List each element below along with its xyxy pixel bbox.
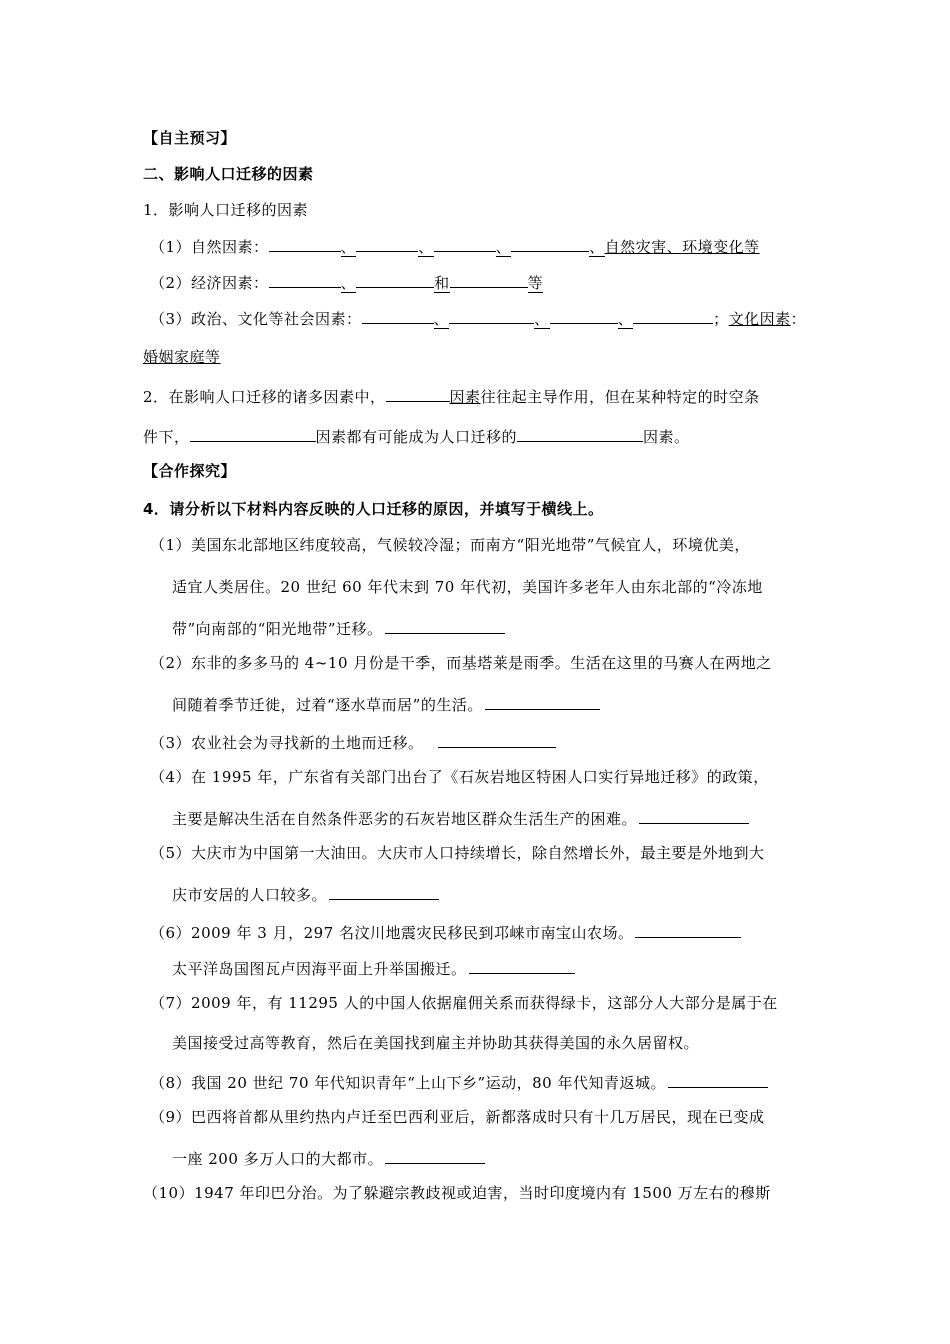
answer-blank[interactable] (386, 385, 450, 402)
answer-blank[interactable] (450, 271, 528, 288)
sep: 、 (340, 238, 357, 256)
q4-item-3-line-1 (150, 731, 556, 753)
sep: 、 (340, 274, 357, 292)
q4-item-9-line-1: （9）巴西将首都从里约热内卢迁至巴西利亚后，新都落成时只有十几万居民，现在已变成 (150, 1108, 765, 1126)
q2-factor: 因素 (449, 388, 481, 406)
sep: 、 (589, 238, 605, 256)
q4-item-4-line-2 (172, 807, 749, 829)
answer-blank[interactable] (449, 307, 534, 324)
q4-item-1-line-1: （1）美国东北部地区纬度较高，气候较冷湿；而南方“阳光地带”气候宜人，环境优美， (150, 536, 750, 554)
answer-blank[interactable] (190, 425, 316, 442)
sep: 、 (617, 310, 634, 328)
sep: 、 (433, 310, 450, 328)
q4-item-2-line-2 (172, 693, 600, 715)
q2-a: 2．在影响人口迁移的诸多因素中， (143, 388, 386, 406)
q2-b: 往往起主导作用，但在某种特定的时空条 (480, 388, 760, 406)
answer-blank[interactable] (633, 307, 713, 324)
q4-item-5-text: 庆市安居的人口较多。 (172, 886, 328, 904)
sep: 、 (534, 310, 550, 328)
q1-1-label: （1）自然因素： (150, 238, 269, 256)
q4-item-10-line-1: （10）1947 年印巴分治。为了躲避宗教歧视或迫害，当时印度境内有 1500 万左右的穆斯 (143, 1184, 771, 1202)
answer-blank[interactable] (511, 235, 589, 252)
q4-item-7-line-2: 美国接受过高等教育，然后在美国找到雇主并协助其获得美国的永久居留权。 (172, 1034, 700, 1052)
q4-item-6-line-1 (150, 921, 741, 943)
q1-1-tail: 自然灾害、环境变化等 (604, 238, 760, 256)
q4-item-9-text: 一座 200 多万人口的大都市。 (172, 1150, 384, 1168)
answer-blank[interactable] (434, 235, 496, 252)
q4-item-5-line-2 (172, 883, 439, 905)
q2-c: 件下， (143, 428, 190, 446)
q4-item-8-line-1 (150, 1071, 768, 1093)
answer-blank[interactable] (485, 693, 600, 710)
answer-blank[interactable] (517, 425, 643, 442)
q4-item-7-line-1: （7）2009 年，有 11295 人的中国人依据雇佣关系而获得绿卡，这部分人大部分是属于在 (150, 994, 778, 1012)
answer-blank[interactable] (385, 617, 505, 634)
q1-title: 1．影响人口迁移的因素 (143, 201, 309, 219)
answer-blank[interactable] (356, 235, 418, 252)
answer-blank[interactable] (269, 235, 341, 252)
q4-item-5-line-1: （5）大庆市为中国第一大油田。大庆市人口持续增长，除自然增长外，最主要是外地到大 (150, 844, 765, 862)
sep-semicolon: ； (713, 310, 729, 328)
answer-blank[interactable] (385, 1147, 485, 1164)
q1-3-label: （3）政治、文化等社会因素： (150, 310, 362, 328)
answer-blank[interactable] (550, 307, 618, 324)
sep: 、 (495, 238, 512, 256)
heading-section-2: 二、影响人口迁移的因素 (143, 165, 314, 183)
q2-line-1 (143, 385, 760, 407)
answer-blank[interactable] (356, 271, 434, 288)
answer-blank[interactable] (635, 921, 741, 938)
q4-title: 4．请分析以下材料内容反映的人口迁移的原因，并填写于横线上。 (143, 500, 604, 518)
q1-2-label: （2）经济因素： (150, 274, 269, 292)
heading-coop: 【合作探究】 (143, 462, 237, 480)
answer-blank[interactable] (469, 957, 575, 974)
q4-item-9-line-2 (172, 1147, 485, 1169)
answer-blank[interactable] (362, 307, 434, 324)
heading-preview: 【自主预习】 (143, 129, 237, 147)
answer-blank[interactable] (438, 731, 556, 748)
q1-3-line (150, 307, 806, 329)
q2-e: 因素。 (643, 428, 690, 446)
q1-2-line (150, 271, 543, 293)
colon: ： (790, 310, 807, 328)
q4-item-6b-text: 太平洋岛国图瓦卢因海平面上升举国搬迁。 (172, 960, 467, 978)
q4-item-2-text: 间随着季节迁徙，过着“逐水草而居”的生活。 (172, 696, 483, 714)
q4-item-2-line-1: （2）东非的多多马的 4~10 月份是干季，而基塔莱是雨季。生活在这里的马赛人在两地之 (150, 654, 772, 672)
q4-item-6-line-2 (172, 957, 575, 979)
q4-item-4-text: 主要是解决生活在自然条件恶劣的石灰岩地区群众生活生产的困难。 (172, 810, 638, 828)
q2-d: 因素都有可能成为人口迁移的 (315, 428, 518, 446)
q4-item-1-line-3 (172, 617, 505, 639)
answer-blank[interactable] (639, 807, 749, 824)
answer-blank[interactable] (329, 883, 439, 900)
answer-blank[interactable] (668, 1071, 768, 1088)
q1-2-tail: 等 (527, 274, 544, 292)
q4-item-1-line-2: 适宜人类居住。20 世纪 60 年代末到 70 年代初，美国许多老年人由东北部的“冷冻地 (172, 578, 763, 596)
q4-item-6-text: （6）2009 年 3 月，297 名汶川地震灾民移民到邛崃市南宝山农场。 (150, 924, 634, 942)
q1-1-line (150, 235, 760, 257)
q4-item-8-text: （8）我国 20 世纪 70 年代知识青年“上山下乡”运动，80 年代知青返城。 (150, 1074, 666, 1092)
q1-2-and: 和 (434, 274, 450, 292)
sep: 、 (418, 238, 434, 256)
q4-item-3-text: （3）农业社会为寻找新的土地而迁移。 (150, 734, 424, 752)
q4-item-1-text: 带”向南部的“阳光地带”迁移。 (172, 620, 383, 638)
q4-item-4-line-1: （4）在 1995 年，广东省有关部门出台了《石灰岩地区特困人口实行异地迁移》的政策， (150, 768, 769, 786)
answer-blank[interactable] (269, 271, 341, 288)
q2-line-2 (143, 425, 690, 447)
q1-3-cont: 婚姻家庭等 (143, 348, 221, 366)
q1-3-culture: 文化因素 (728, 310, 791, 328)
